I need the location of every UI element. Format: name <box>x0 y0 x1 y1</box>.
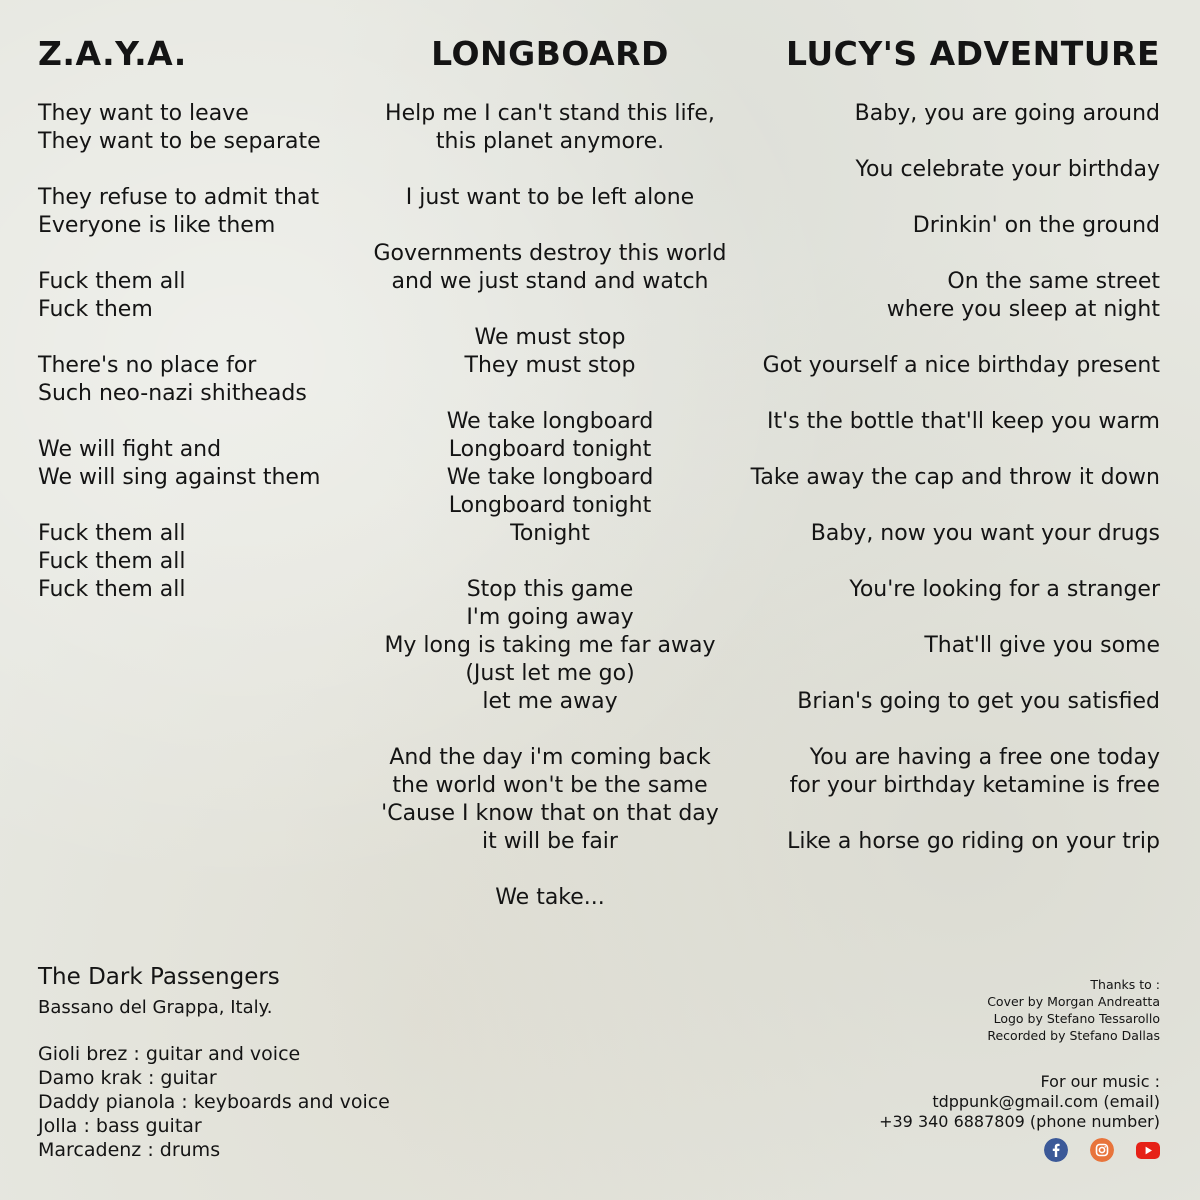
stanza <box>370 884 730 912</box>
stanza <box>38 520 398 604</box>
credits-heading: Thanks to : <box>1090 977 1160 992</box>
lyric-line: this planet anymore. <box>435 129 665 154</box>
lyric-line: We take... <box>495 885 605 910</box>
lyric-line: Longboard tonight <box>448 437 652 462</box>
lyric-line: let me away <box>482 689 618 714</box>
stanza <box>730 744 1160 800</box>
stanza <box>730 464 1160 492</box>
lyric-line: They want to be separate <box>38 129 321 154</box>
band-info <box>38 962 458 1162</box>
stanza <box>370 408 730 548</box>
stanza <box>730 212 1160 240</box>
band-member: Gioli brez : guitar and voice <box>38 1043 301 1065</box>
lyric-line: Stop this game <box>466 577 634 602</box>
lyric-line: Such neo-nazi shitheads <box>38 381 307 406</box>
stanza <box>730 632 1160 660</box>
lyric-line: the world won't be the same <box>392 773 708 798</box>
lyric-line: On the same street <box>947 269 1160 294</box>
lyric-line: It's the bottle that'll keep you warm <box>767 409 1160 434</box>
lyric-line: Fuck them <box>38 297 153 322</box>
lyric-line: Fuck them all <box>38 269 186 294</box>
credit-line: Cover by Morgan Andreatta <box>987 994 1160 1009</box>
lyric-line: My long is taking me far away <box>384 633 716 658</box>
song-lyrics <box>730 100 1160 884</box>
lyric-line: Everyone is like them <box>38 213 276 238</box>
social-links <box>1044 1138 1160 1162</box>
lyric-line: Fuck them all <box>38 521 186 546</box>
stanza <box>370 576 730 716</box>
lyric-line: 'Cause I know that on that day <box>381 801 719 826</box>
stanza <box>370 744 730 856</box>
lyric-line: Fuck them all <box>38 577 186 602</box>
lyric-line: Governments destroy this world <box>373 241 727 266</box>
stanza <box>370 184 730 212</box>
contact-email[interactable]: tdppunk@gmail.com (email) <box>932 1092 1160 1111</box>
band-city: Bassano del Grappa, Italy. <box>38 997 273 1018</box>
lyric-line: and we just stand and watch <box>391 269 709 294</box>
song-title: Z.A.Y.A. <box>38 34 187 73</box>
lyric-line: I just want to be left alone <box>405 185 695 210</box>
song-lyrics <box>370 100 730 940</box>
lyric-line: it will be fair <box>482 829 618 854</box>
credits <box>800 976 1160 1044</box>
lyric-line: We take longboard <box>446 409 654 434</box>
band-members <box>38 1042 458 1162</box>
stanza <box>730 352 1160 380</box>
stanza <box>730 576 1160 604</box>
credit-line: Recorded by Stefano Dallas <box>987 1028 1160 1043</box>
stanza <box>38 436 398 492</box>
contact <box>800 1072 1160 1132</box>
lyric-line: Got yourself a nice birthday present <box>762 353 1160 378</box>
lyric-line: That'll give you some <box>924 633 1160 658</box>
lyric-line: We will sing against them <box>38 465 321 490</box>
lyric-line: Like a horse go riding on your trip <box>787 829 1160 854</box>
song-title: LONGBOARD <box>431 34 669 73</box>
band-name: The Dark Passengers <box>38 964 280 990</box>
contact-phone[interactable]: +39 340 6887809 (phone number) <box>879 1112 1160 1131</box>
stanza <box>730 828 1160 856</box>
lyric-line: Take away the cap and throw it down <box>750 465 1160 490</box>
lyric-line: Longboard tonight <box>448 493 652 518</box>
stanza <box>38 100 398 156</box>
lyric-line: Baby, you are going around <box>854 101 1160 126</box>
band-member: Jolla : bass guitar <box>38 1115 202 1137</box>
lyric-line: We will fight and <box>38 437 222 462</box>
stanza <box>730 688 1160 716</box>
stanza <box>370 100 730 156</box>
lyric-line: They refuse to admit that <box>38 185 320 210</box>
contact-heading: For our music : <box>1040 1072 1160 1091</box>
lyric-line: where you sleep at night <box>886 297 1160 322</box>
youtube-icon[interactable] <box>1136 1142 1160 1159</box>
lyric-line: for your birthday ketamine is free <box>789 773 1160 798</box>
stanza <box>730 268 1160 324</box>
song-title: LUCY'S ADVENTURE <box>785 34 1160 73</box>
stanza <box>38 268 398 324</box>
lyric-line: Help me I can't stand this life, <box>385 101 715 126</box>
stanza <box>730 156 1160 184</box>
band-member: Damo krak : guitar <box>38 1067 217 1089</box>
lyric-line: You celebrate your birthday <box>855 157 1160 182</box>
band-member: Marcadenz : drums <box>38 1139 221 1161</box>
instagram-icon[interactable] <box>1090 1138 1114 1162</box>
facebook-icon[interactable] <box>1044 1138 1068 1162</box>
lyric-line: Brian's going to get you satisfied <box>797 689 1160 714</box>
lyric-line: We must stop <box>474 325 626 350</box>
lyric-line: Baby, now you want your drugs <box>810 521 1160 546</box>
lyric-line: There's no place for <box>38 353 257 378</box>
lyric-line: And the day i'm coming back <box>389 745 711 770</box>
lyric-line: (Just let me go) <box>465 661 635 686</box>
lyric-line: They want to leave <box>38 101 249 126</box>
lyric-line: You're looking for a stranger <box>849 577 1160 602</box>
stanza <box>730 520 1160 548</box>
lyric-line: I'm going away <box>466 605 634 630</box>
lyric-line: Fuck them all <box>38 549 186 574</box>
stanza <box>370 324 730 380</box>
stanza <box>730 100 1160 128</box>
stanza <box>730 408 1160 436</box>
lyric-line: We take longboard <box>446 465 654 490</box>
lyric-line: Tonight <box>510 521 590 546</box>
lyric-line: They must stop <box>464 353 636 378</box>
stanza <box>38 184 398 240</box>
band-member: Daddy pianola : keyboards and voice <box>38 1091 390 1113</box>
lyric-line: Drinkin' on the ground <box>912 213 1160 238</box>
stanza <box>370 240 730 296</box>
credit-line: Logo by Stefano Tessarollo <box>993 1011 1160 1026</box>
stanza <box>38 352 398 408</box>
lyric-line: You are having a free one today <box>809 745 1160 770</box>
song-lyrics <box>38 100 398 632</box>
